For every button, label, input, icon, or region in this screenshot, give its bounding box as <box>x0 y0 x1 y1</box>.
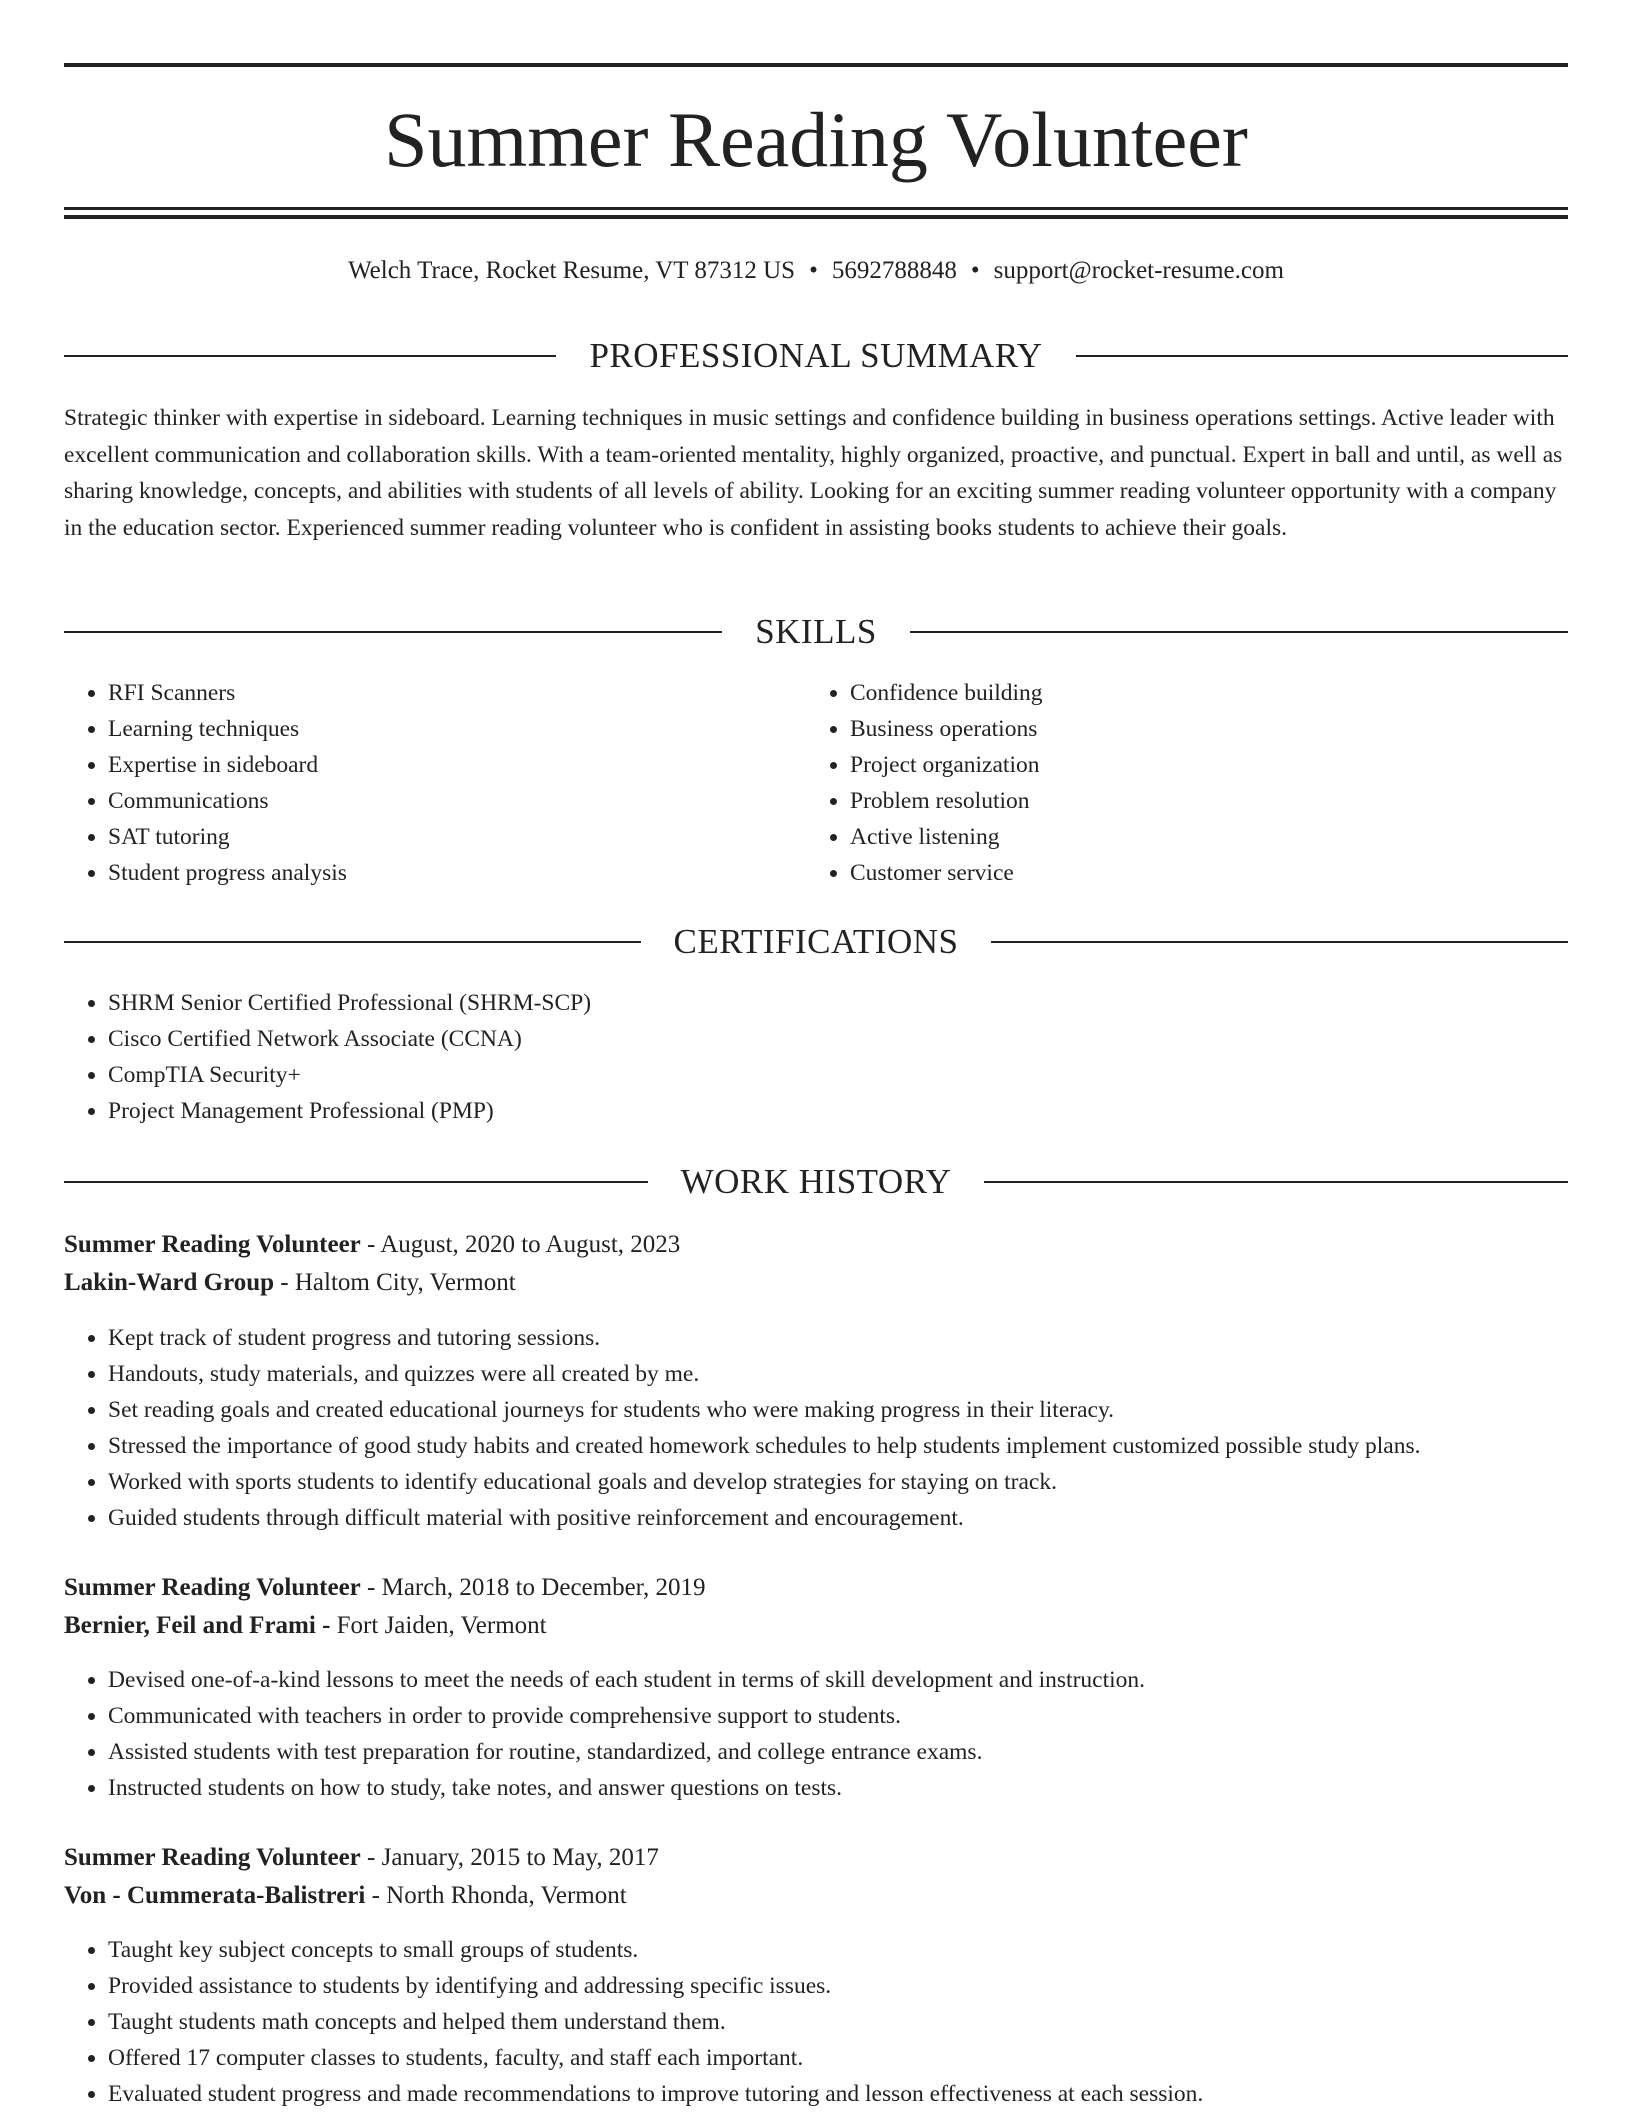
header-rule-lower <box>64 215 1568 219</box>
skills-column-right <box>806 675 1506 891</box>
skills-column-left <box>64 675 764 891</box>
job-dates: August, 2020 to August, 2023 <box>380 1231 681 1258</box>
section-header-certifications <box>64 920 1568 964</box>
divider-line <box>991 941 1568 943</box>
job-bullet: • Devised one-of-a-kind lessons to meet the needs of each student in terms of skill development and instruction. <box>108 1662 1568 1698</box>
job-bullet: • Taught key subject concepts to small groups of students. <box>108 1932 1568 1968</box>
job-dates: January, 2015 to May, 2017 <box>381 1844 659 1871</box>
job-title: Summer Reading Volunteer <box>64 1844 361 1871</box>
contact-line <box>64 255 1568 287</box>
skill-item: • Problem resolution <box>850 783 1506 819</box>
section-title-work-history: WORK HISTORY <box>680 1162 952 1201</box>
skill-item: • Project organization <box>850 747 1506 783</box>
skill-item: • Learning techniques <box>108 711 764 747</box>
contact-phone: 5692788848 <box>831 257 957 284</box>
skill-item: • Expertise in sideboard <box>108 747 764 783</box>
skill-item: • Confidence building <box>850 675 1506 711</box>
contact-separator: • <box>809 257 818 284</box>
job-bullet: • Instructed students on how to study, take notes, and answer questions on tests. <box>108 1770 1568 1806</box>
skills-list-left <box>64 675 764 891</box>
job-bullet: • Stressed the importance of good study habits and created homework schedules to help students implement customized possible study plans. <box>108 1428 1568 1464</box>
skill-item: • Active listening <box>850 819 1506 855</box>
job-title-line: Summer Reading Volunteer - January, 2015 to May, 2017 <box>64 1844 659 1871</box>
job-bullet: • Handouts, study materials, and quizzes were all created by me. <box>108 1356 1568 1392</box>
job-company-line: Lakin-Ward Group - Haltom City, Vermont <box>64 1269 516 1296</box>
job-bullet: • Offered 17 computer classes to students, faculty, and staff each important. <box>108 2040 1568 2076</box>
job-location: Haltom City, Vermont <box>294 1269 516 1296</box>
section-header-summary <box>64 334 1568 378</box>
job-title: Summer Reading Volunteer <box>64 1574 361 1601</box>
divider-line <box>64 631 722 633</box>
skill-item: • Communications <box>108 783 764 819</box>
section-title-skills: SKILLS <box>755 612 877 651</box>
job-title-line: Summer Reading Volunteer - August, 2020 to August, 2023 <box>64 1231 681 1258</box>
job-location: North Rhonda, Vermont <box>386 1882 627 1909</box>
job-company-line: Bernier, Feil and Frami - Fort Jaiden, Vermont <box>64 1612 547 1639</box>
job-bullet: • Set reading goals and created educational journeys for students who were making progress in their literacy. <box>108 1392 1568 1428</box>
skill-item: • Business operations <box>850 711 1506 747</box>
job-company: Von - Cummerata-Balistreri <box>64 1882 366 1909</box>
job-company-line: Von - Cummerata-Balistreri - North Rhonda, Vermont <box>64 1882 627 1909</box>
divider-line <box>64 941 641 943</box>
job-bullet: • Evaluated student progress and made recommendations to improve tutoring and lesson effectiveness at each session. <box>108 2076 1568 2112</box>
job-bullet: • Kept track of student progress and tutoring sessions. <box>108 1320 1568 1356</box>
job-bullets <box>64 1320 1568 1536</box>
divider-line <box>64 355 556 357</box>
job-bullet: • Communicated with teachers in order to provide comprehensive support to students. <box>108 1698 1568 1734</box>
section-header-work-history <box>64 1160 1568 1204</box>
certification-item: • SHRM Senior Certified Professional (SHRM-SCP) <box>108 985 1568 1021</box>
divider-line <box>64 1181 648 1183</box>
job-company: Bernier, Feil and Frami <box>64 1612 316 1639</box>
job-bullets-block <box>64 1932 1568 2112</box>
job-company: Lakin-Ward Group <box>64 1269 275 1296</box>
job-bullets <box>64 1932 1568 2112</box>
job-bullet: • Worked with sports students to identify educational goals and develop strategies for staying on track. <box>108 1464 1568 1500</box>
section-title-certifications: CERTIFICATIONS <box>673 922 959 961</box>
divider-line <box>984 1181 1568 1183</box>
section-header-skills <box>64 610 1568 654</box>
header-top-rule <box>64 63 1568 67</box>
skill-item: • RFI Scanners <box>108 675 764 711</box>
contact-address: Welch Trace, Rocket Resume, VT 87312 US <box>348 257 796 284</box>
job-bullets <box>64 1662 1568 1806</box>
job-bullets-block <box>64 1320 1568 1536</box>
certification-item: • CompTIA Security+ <box>108 1057 1568 1093</box>
certifications-block <box>64 985 1568 1129</box>
resume-name: Summer Reading Volunteer <box>384 96 1248 183</box>
skill-item: • SAT tutoring <box>108 819 764 855</box>
summary-text: Strategic thinker with expertise in sideboard. Learning techniques in music settings and confidence building in business operations settings. Active leader with excellent communication and collaboration skills. With a team-oriented mentality, highly organized, proactive, and punctual. Expert in ball and until, as well as sharing knowledge, concepts, and abilities with students of all levels of ability. Looking for an exciting summer reading volunteer opportunity with a company in the education sector. Experienced summer reading volunteer who is confident in assisting books students to achieve their goals. <box>64 405 1563 541</box>
skills-list-right <box>806 675 1506 891</box>
contact-separator: • <box>970 257 980 284</box>
contact-email: support@rocket-resume.com <box>993 257 1284 284</box>
divider-line <box>910 631 1568 633</box>
job-bullet: • Assisted students with test preparation for routine, standardized, and college entrance exams. <box>108 1734 1568 1770</box>
certification-item: • Project Management Professional (PMP) <box>108 1093 1568 1129</box>
job-bullet: • Provided assistance to students by identifying and addressing specific issues. <box>108 1968 1568 2004</box>
header-rule-upper <box>64 207 1568 210</box>
divider-line <box>1076 355 1568 357</box>
skill-item: • Student progress analysis <box>108 855 764 891</box>
job-title: Summer Reading Volunteer <box>64 1231 361 1258</box>
job-bullet: • Taught students math concepts and helped them understand them. <box>108 2004 1568 2040</box>
section-title-summary: PROFESSIONAL SUMMARY <box>589 336 1043 375</box>
certifications-list <box>64 985 1568 1129</box>
skill-item: • Customer service <box>850 855 1506 891</box>
job-dates: March, 2018 to December, 2019 <box>381 1574 706 1601</box>
job-bullets-block <box>64 1662 1568 1806</box>
certification-item: • Cisco Certified Network Associate (CCNA) <box>108 1021 1568 1057</box>
job-bullet: • Guided students through difficult material with positive reinforcement and encouragement. <box>108 1500 1568 1536</box>
job-title-line: Summer Reading Volunteer - March, 2018 to December, 2019 <box>64 1574 706 1601</box>
job-location: Fort Jaiden, Vermont <box>336 1612 547 1639</box>
